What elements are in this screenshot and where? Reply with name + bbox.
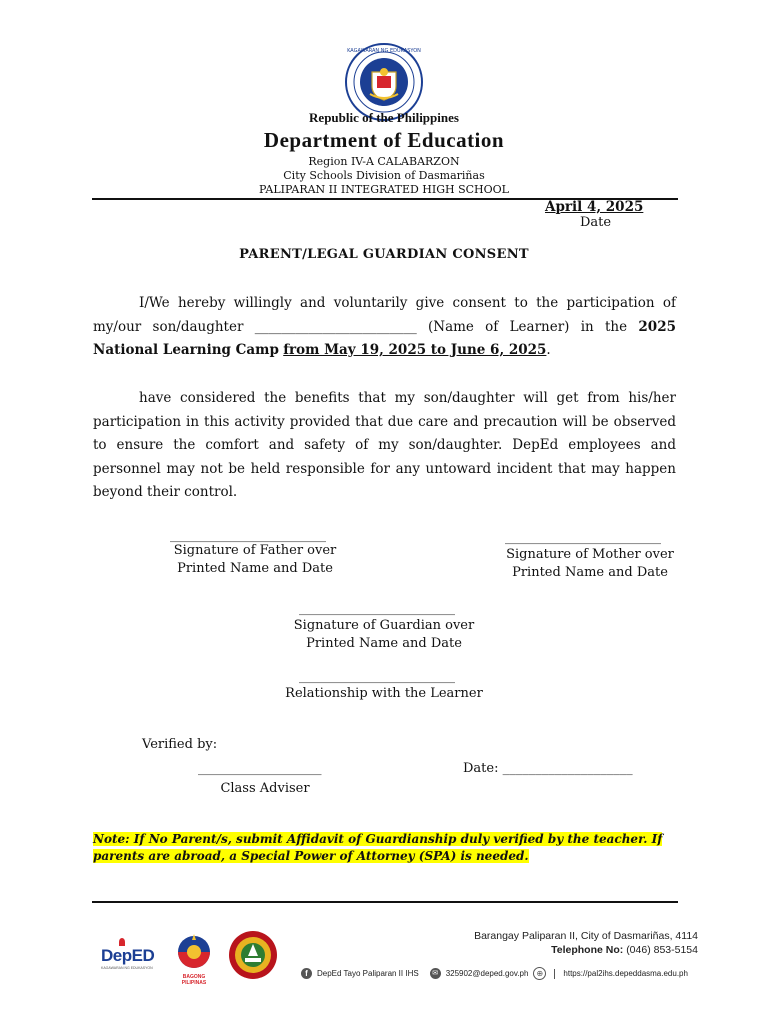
telephone [551,944,698,956]
consent-line-2b: (Name of Learner) in the [427,318,628,335]
document-title: PARENT/LEGAL GUARDIAN CONSENT [239,247,529,262]
guardianship-note [93,831,676,865]
website-link[interactable]: https://pal2ihs.depeddasma.edu.ph [563,969,688,978]
consent-paragraph [93,292,676,363]
learner-name-blank: ________________________ [254,318,417,335]
father-signature-line: ________________________ [170,528,326,543]
deped-logo-subtext: KAGAWARAN NG EDUKASYON [101,966,153,970]
consent-line-2a: my/our son/daughter [93,318,244,335]
facebook-icon: f [301,968,312,979]
mother-signature-label: Signature of Mother over [506,547,674,562]
mother-printed-name-label: Printed Name and Date [512,565,668,580]
school-logo [228,930,278,980]
globe-icon: ⊕ [533,967,546,980]
republic-heading: Republic of the Philippines [309,110,459,125]
email-address[interactable]: 325902@deped.gov.ph [445,969,529,978]
document-date: April 4, 2025 [545,199,644,215]
bagong-pilipinas-text: BAGONG PILIPINAS [181,974,207,986]
consideration-paragraph: have considered the benefits that my son/daughter will get from his/her participation in this activity provided that due care and precaution will be observed to ensure the comfort and safety of my son/daughter. DepEd employees and personnel may not be held responsible for any untoward incident that may happen beyond their control. [93,390,676,500]
svg-text:KAGAWARAN NG EDUKASYON: KAGAWARAN NG EDUKASYON [347,48,421,54]
email-icon: ✉ [430,968,441,979]
school-address: Barangay Paliparan II, City of Dasmariñas, 4114 [474,930,698,942]
consent-line-1: I/We hereby willingly and voluntarily give consent to the participation of [139,295,676,311]
guardian-printed-name-label: Printed Name and Date [306,636,462,651]
father-signature-label: Signature of Father over [173,543,337,558]
guardian-signature-block [279,617,489,653]
father-signature-block [150,542,360,578]
telephone-number: (046) 853-5154 [626,944,698,956]
relationship-line: ________________________ [299,669,455,684]
program-name: National Learning Camp [93,342,279,358]
verification-date [463,761,633,776]
verification-date-label: Date: [463,761,499,776]
mother-signature-block [485,546,695,582]
school-line: PALIPARAN II INTEGRATED HIGH SCHOOL [259,183,509,196]
relationship-label: Relationship with the Learner [285,686,483,701]
department-heading: Department of Education [263,128,505,152]
separator [554,969,555,979]
facebook-page[interactable]: DepEd Tayo Paliparan II IHS [317,969,419,978]
contact-row [301,967,688,980]
program-year: 2025 [638,318,676,335]
footer-divider [92,901,678,903]
verified-by-label: Verified by: [142,737,218,752]
program-dates: from May 19, 2025 to June 6, 2025 [283,342,547,358]
period: . [546,342,551,358]
verification-date-blank: ____________________ [502,761,633,776]
telephone-label: Telephone No: [551,944,624,956]
father-printed-name-label: Printed Name and Date [177,561,333,576]
region-line: Region IV-A CALABARZON [308,155,460,168]
date-label: Date [580,215,612,230]
deped-logo [101,946,159,976]
guardian-signature-label: Signature of Guardian over [293,618,475,633]
adviser-signature-line: ___________________ [198,761,322,776]
deped-torch-icon [119,938,125,946]
mother-signature-line: ________________________ [505,530,661,545]
class-adviser-label: Class Adviser [220,781,310,796]
bagong-pilipinas-logo [171,932,217,986]
note-highlight: Note: If No Parent/s, submit Affidavit of Guardianship duly verified by the teacher. If parents are abroad, a Special Power of Attorney (SPA) is needed. [93,832,663,863]
deped-logo-text: DepED [101,946,155,965]
bagong-pilipinas-emblem-icon [171,932,217,970]
division-line: City Schools Division of Dasmariñas [283,169,485,182]
guardian-signature-line: ________________________ [299,601,455,616]
